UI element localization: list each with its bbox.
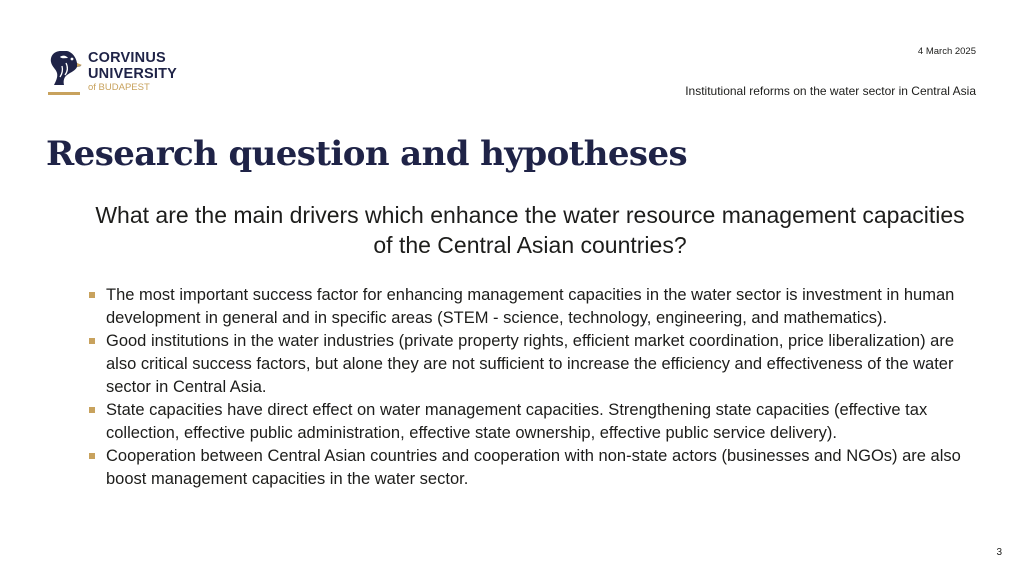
logo-line-university: UNIVERSITY [88, 66, 178, 82]
raven-icon [48, 49, 82, 87]
square-bullet-icon [89, 292, 95, 298]
hypotheses-list [88, 284, 978, 491]
slide-title: Research question and hypotheses [46, 134, 688, 174]
square-bullet-icon [89, 453, 95, 459]
presentation-date: 4 March 2025 [917, 46, 976, 57]
page-number: 3 [996, 547, 1002, 558]
hypothesis-text: State capacities have direct effect on water management capacities. Strengthening state capacities (effective tax collection, effective public administration, effective state ownership, effective public service delivery). [106, 401, 928, 442]
hypothesis-item [88, 284, 978, 330]
hypothesis-text: Cooperation between Central Asian countries and cooperation with non-state actors (businesses and NGOs) are also boost management capacities in the water sector. [106, 447, 961, 488]
logo-underline [48, 92, 80, 95]
research-question: What are the main drivers which enhance the water resource management capacities of the Central Asian countries? [95, 202, 965, 258]
university-logo [48, 48, 198, 98]
logo-line-corvinus: CORVINUS [88, 50, 166, 66]
hypothesis-item [88, 399, 978, 445]
hypothesis-text: Good institutions in the water industries (private property rights, efficient market coordination, price liberalization) are also critical success factors, but alone they are not sufficient to increase the efficiency and effectiveness of the water sector in Central Asia. [106, 332, 955, 396]
hypothesis-item [88, 330, 978, 399]
presentation-subtitle: Institutional reforms on the water sector in Central Asia [685, 84, 976, 98]
hypothesis-text: The most important success factor for enhancing management capacities in the water sector is investment in human development in general and in specific areas (STEM - science, technology, engineering, and mathematics). [106, 286, 955, 327]
logo-wordmark [88, 50, 177, 94]
hypothesis-item [88, 445, 978, 491]
square-bullet-icon [89, 338, 95, 344]
square-bullet-icon [89, 407, 95, 413]
logo-line-budapest: of BUDAPEST [88, 82, 150, 93]
